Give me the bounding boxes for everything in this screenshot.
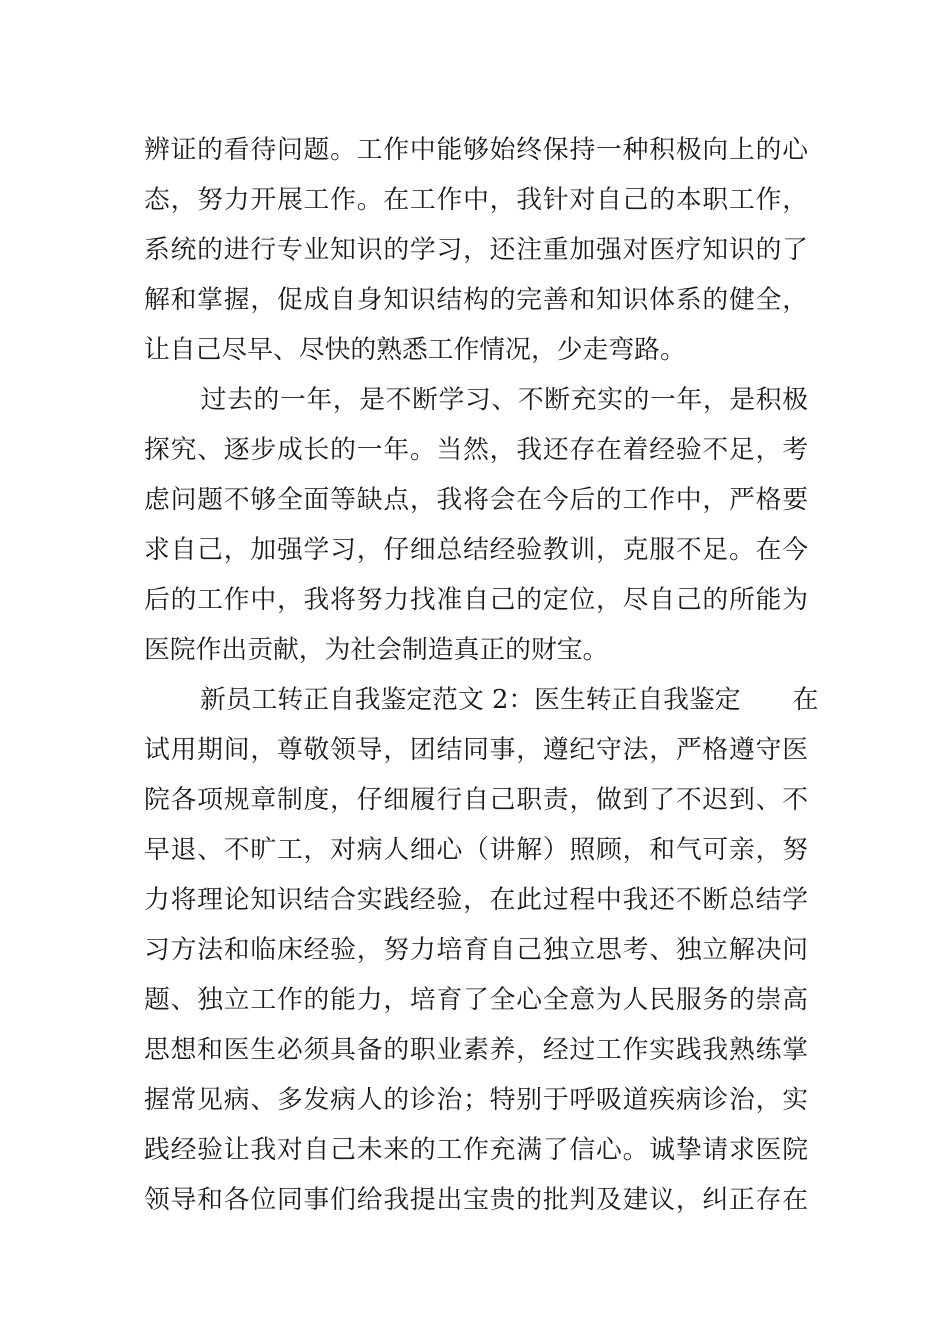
paragraph-3 (144, 675, 819, 1225)
text-line: 求自己，加强学习，仔细总结经验教训，克服不足。在今 (144, 535, 808, 565)
text-line: 践经验让我对自己未来的工作充满了信心。诚挚请求医院 (144, 1135, 808, 1165)
text-line-indented (144, 375, 808, 425)
text-line-content: 在 (792, 685, 819, 715)
text-line: 力将理论知识结合实践经验，在此过程中我还不断总结学 (144, 885, 808, 915)
text-line: 院各项规章制度，仔细履行自己职责，做到了不迟到、不 (144, 785, 808, 815)
text-line: 后的工作中，我将努力找准自己的定位，尽自己的所能为 (144, 585, 808, 615)
text-line: 题、独立工作的能力，培育了全心全意为人民服务的崇高 (144, 985, 808, 1015)
section-heading: 新员工转正自我鉴定范文 2：医生转正自我鉴定 (200, 685, 741, 715)
text-line: 解和掌握，促成自身知识结构的完善和知识体系的健全， (144, 285, 808, 315)
text-line: 试用期间，尊敬领导，团结同事，遵纪守法，严格遵守医 (144, 735, 808, 765)
text-line: 医院作出贡献，为社会制造真正的财宝。 (144, 635, 609, 665)
text-line: 握常见病、多发病人的诊治；特别于呼吸道疾病诊治，实 (144, 1085, 808, 1115)
text-line: 辨证的看待问题。工作中能够始终保持一种积极向上的心 (144, 135, 808, 165)
document-body (144, 125, 819, 1225)
text-line: 习方法和临床经验，努力培育自己独立思考、独立解决问 (144, 935, 808, 965)
text-line: 探究、逐步成长的一年。当然，我还存在着经验不足，考 (144, 435, 808, 465)
text-line: 态，努力开展工作。在工作中，我针对自己的本职工作， (144, 185, 808, 215)
text-line: 思想和医生必须具备的职业素养，经过工作实践我熟练掌 (144, 1035, 808, 1065)
section-heading-line (144, 675, 819, 725)
text-line: 领导和各位同事们给我提出宝贵的批判及建议，纠正存在 (144, 1185, 808, 1215)
paragraph-1 (144, 125, 808, 375)
text-line: 系统的进行专业知识的学习，还注重加强对医疗知识的了 (144, 235, 808, 265)
text-line: 早退、不旷工，对病人细心（讲解）照顾，和气可亲，努 (144, 835, 808, 865)
text-line-content: 过去的一年，是不断学习、不断充实的一年，是积极 (200, 385, 808, 415)
paragraph-2 (144, 375, 808, 675)
text-line: 虑问题不够全面等缺点，我将会在今后的工作中，严格要 (144, 485, 808, 515)
text-line: 让自己尽早、尽快的熟悉工作情况，少走弯路。 (144, 335, 686, 365)
